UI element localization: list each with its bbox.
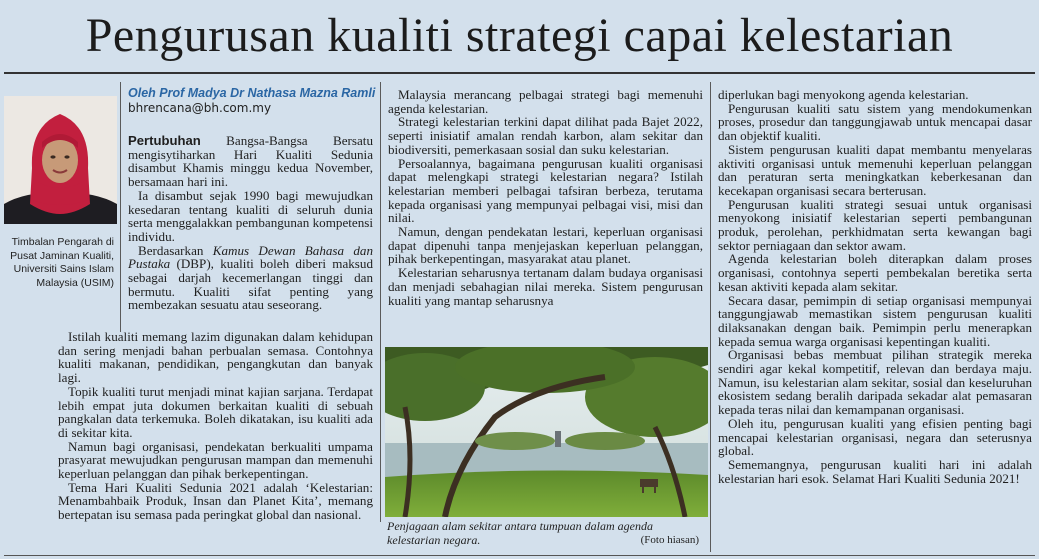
headline: Pengurusan kualiti strategi capai kelestarian — [85, 9, 954, 62]
paragraph: Strategi kelestarian terkini dapat dilihat pada Bajet 2022, seperti inisiatif amalan rendah karbon, alam sekitar dan biodiversiti, pemerkasaan sosial dan suku kelestarian. — [388, 114, 703, 157]
column-divider-2 — [380, 82, 381, 522]
paragraph: Malaysia merancang pelbagai strategi bagi memenuhi agenda kelestarian. — [388, 87, 703, 116]
paragraph: Pengurusan kualiti satu sistem yang mendokumenkan proses, prosedur dan tanggungjawab untuk mencapai dasar dan objektif kualiti. — [718, 100, 1032, 144]
paragraph: Pengurusan kualiti strategi sesuai untuk organisasi menyokong inisiatif kelestarian seperti pembangunan produk, perolehan, perkhidmatan serta kewangan bagi sektor perniagaan dan sektor awam. — [718, 196, 1032, 253]
bottom-rule — [4, 555, 1035, 556]
article-column-1b — [58, 330, 373, 522]
lead-word: Pertubuhan — [128, 133, 201, 148]
paragraph: Istilah kualiti memang lazim digunakan dalam kehidupan dan sering menjadi bahan perbualan semasa. Contohnya kualiti makanan, pendidikan, pengangkutan dan banyak lagi. — [58, 329, 373, 386]
photo-credit: (Foto hiasan) — [640, 534, 699, 546]
paragraph: Sememangnya, pengurusan kualiti hari ini adalah kelestarian hari esok. Selamat Hari Kualiti Sedunia 2021! — [718, 456, 1032, 486]
author-email[interactable]: bhrencana@bh.com.my — [128, 100, 272, 115]
paragraph: Secara dasar, pemimpin di setiap organisasi mempunyai tanggungjawab memastikan sistem pengurusan kualiti dilaksanakan dengan baik. Pemimpin perlu menerapkan kepada semua warga organisasi kepentingan kualiti. — [718, 292, 1032, 349]
paragraph: Kelestarian seharusnya tertanam dalam budaya organisasi dan menjadi sebahagian nilai mereka. Sistem pengurusan kualiti yang mantap seharusnya — [388, 265, 703, 308]
author-portrait-illustration — [4, 96, 117, 224]
paragraph: Topik kualiti turut menjadi minat kajian sarjana. Terdapat lebih empat juta dokumen berkaitan kualiti di sebuah pangkalan data terkemuka. Boleh dikatakan, isu kualiti ada di sekitar kita. — [58, 383, 373, 440]
author-name: Oleh Prof Madya Dr Nathasa Mazna Ramli — [128, 86, 376, 100]
photo-caption — [387, 519, 707, 547]
column-divider-3 — [710, 82, 711, 552]
park-lake-illustration — [385, 347, 708, 517]
headline-rule — [4, 72, 1035, 74]
paragraph: Persoalannya, bagaimana pengurusan kualiti organisasi dapat melengkapi strategi kelestarian negara? Istilah kelestarian memberi pelbagai tafsiran berbeza, terutama kepada organisasi yang mempunyai pelbagai visi, misi dan nilai. — [388, 155, 703, 226]
paragraph: Berdasarkan Kamus Dewan Bahasa dan Pustaka (DBP), kualiti boleh diberi maksud sebagai darjah kecemerlangan tinggi dan bermutu. Kualiti sifat penting yang membezakan sesuatu atau seseorang. — [128, 242, 373, 313]
paragraph: Tema Hari Kualiti Sedunia 2021 adalah ‘Kelestarian: Menambahbaik Produk, Insan dan Planet Kita’, memang bertepatan isu semasa pada peringkat global dan nasional. — [58, 479, 373, 523]
paragraph: Namun, dengan pendekatan lestari, keperluan organisasi dapat dipenuhi tanpa menjejaskan keperluan pelanggan, pihak berkepentingan, masyarakat atau planet. — [388, 224, 703, 267]
article-column-1a — [128, 134, 373, 312]
paragraph: Agenda kelestarian boleh diterapkan dalam proses organisasi, contohnya seperti pembekalan beretika serta kesan aktiviti kepada alam sekitar. — [718, 251, 1032, 294]
author-photo — [4, 96, 117, 224]
paragraph: diperlukan bagi menyokong agenda kelestarian. — [718, 87, 969, 102]
byline — [128, 86, 378, 115]
paragraph: Sistem pengurusan kualiti dapat membantu menyelaras aktiviti organisasi untuk memenuhi keperluan pelanggan dan peraturan serta meningkatkan keberkesanan dan kecekapan organisasi secara berterusan. — [718, 141, 1032, 198]
paragraph: Ia disambut sejak 1990 bagi mewujudkan kesedaran tentang kualiti di seluruh dunia serta menggalakkan pembangunan kompetensi individu. — [128, 187, 373, 244]
paragraph: Organisasi bebas membuat pilihan strategik mereka sendiri agar kekal kompetitif, relevan dan berdaya maju. Namun, isu kelestarian alam sekitar, sosial dan keseluruhan ekosistem sedang beralih daripada sekadar alat pemasaran kepada teras nilai dan kemampanan organisasi. — [718, 347, 1032, 418]
author-title: Timbalan Pengarah di Pusat Jaminan Kualiti, Universiti Sains Islam Malaysia (USIM) — [10, 236, 114, 289]
column-divider-1 — [120, 82, 121, 332]
paragraph: Pertubuhan Bangsa-Bangsa Bersatu mengisytiharkan Hari Kualiti Sedunia disambut Khamis minggu kedua November, bersamaan hari ini. — [128, 133, 373, 190]
paragraph: Oleh itu, pengurusan kualiti yang efisien penting bagi mencapai kelestarian organisasi, negara dan seterusnya global. — [718, 415, 1032, 459]
dictionary-title: Kamus Dewan Bahasa dan Pustaka — [128, 242, 373, 272]
article-column-2 — [388, 88, 703, 307]
photo-caption-text: Penjagaan alam sekitar antara tumpuan dalam agenda kelestarian negara. — [387, 519, 653, 547]
article-column-3 — [718, 88, 1032, 485]
paragraph: Namun bagi organisasi, pendekatan berkualiti umpama prasyarat mewujudkan pengurusan mampan dan memenuhi keperluan pelanggan dan pihak berkepentingan. — [58, 438, 373, 482]
article-photo — [385, 347, 708, 517]
